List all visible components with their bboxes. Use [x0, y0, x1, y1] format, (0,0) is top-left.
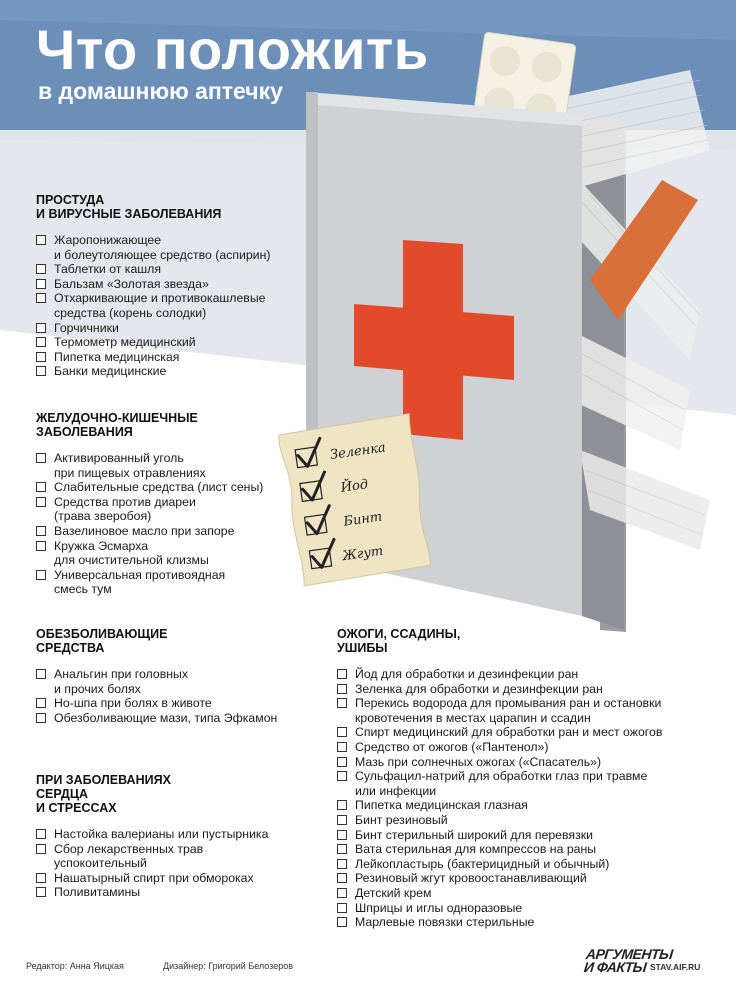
checkbox-icon: [36, 873, 46, 883]
checklist-item: Лейкопластырь (бактерицидный и обычный): [337, 857, 662, 872]
checkbox-icon: [337, 873, 347, 883]
checkbox-icon: [337, 917, 347, 927]
checkbox-icon: [337, 903, 347, 913]
checklist-item: Йод для обработки и дезинфекции ран: [337, 667, 662, 682]
checkbox-icon: [36, 669, 46, 679]
section-cold-and-flu: [36, 193, 270, 379]
checkbox-icon: [337, 859, 347, 869]
checkbox-icon: [337, 727, 347, 737]
checkbox-icon: [337, 830, 347, 840]
section-heart-and-stress: [36, 773, 268, 900]
checkbox-icon: [36, 698, 46, 708]
checklist: [36, 667, 277, 725]
checkbox-icon: [337, 800, 347, 810]
section-title: ПРОСТУДА И ВИРУСНЫЕ ЗАБОЛЕВАНИЯ: [36, 193, 222, 221]
checklist-item: Кружка Эсмарха для очистительной клизмы: [36, 539, 263, 568]
checkbox-icon: [36, 337, 46, 347]
note-item-zhgut: Жгут: [341, 543, 385, 565]
checklist-item: Сбор лекарственных трав успокоительный: [36, 842, 268, 871]
designer-credit: Дизайнер: Григорий Белозеров: [163, 961, 294, 971]
checkbox-icon: [36, 844, 46, 854]
checklist-item: Термометр медицинский: [36, 335, 270, 350]
checkbox-icon: [36, 264, 46, 274]
checklist-item: Обезболивающие мази, типа Эфкамон: [36, 711, 277, 726]
checkbox-icon: [337, 757, 347, 767]
checkbox-icon: [337, 669, 347, 679]
logo-line-1: АРГУМЕНТЫ: [585, 946, 674, 962]
checklist-item: Пипетка медицинская глазная: [337, 798, 662, 813]
checklist-item: Средство от ожогов («Пантенол»): [337, 740, 662, 755]
checkbox-icon: [36, 323, 46, 333]
checklist-item: Но-шпа при болях в животе: [36, 696, 277, 711]
checkbox-icon: [36, 887, 46, 897]
note-item-zelenka: Зеленка: [329, 440, 387, 463]
checkbox-icon: [36, 829, 46, 839]
aif-logo: [584, 946, 709, 976]
checkbox-icon: [36, 235, 46, 245]
checkbox-icon: [36, 570, 46, 580]
page-subtitle: в домашнюю аптечку: [38, 78, 283, 104]
checkbox-icon: [337, 742, 347, 752]
note-item-iod: Йод: [339, 477, 370, 496]
checkbox-icon: [36, 526, 46, 536]
checklist-item: Жаропонижающее и болеутоляющее средство (аспирин): [36, 233, 270, 262]
checkbox-icon: [36, 482, 46, 492]
checklist-item: Отхаркивающие и противокашлевые средства (корень солодки): [36, 291, 270, 320]
checkbox-icon: [36, 713, 46, 723]
checklist: [36, 451, 263, 597]
section-title: ОЖОГИ, ССАДИНЫ, УШИБЫ: [337, 627, 461, 655]
section-gastrointestinal: [36, 411, 263, 597]
checklist-item: Бальзам «Золотая звезда»: [36, 277, 270, 292]
checkbox-icon: [36, 453, 46, 463]
checkbox-icon: [337, 815, 347, 825]
checklist-item: Резиновый жгут кровоостанавливающий: [337, 871, 662, 886]
checklist-item: Таблетки от кашля: [36, 262, 270, 277]
checkbox-icon: [337, 684, 347, 694]
editor-credit: Редактор: Анна Яицкая: [26, 961, 124, 971]
checklist-item: Анальгин при головных и прочих болях: [36, 667, 277, 696]
section-title: ПРИ ЗАБОЛЕВАНИЯХ СЕРДЦА И СТРЕССАХ: [36, 773, 171, 815]
checklist-item: Нашатырный спирт при обмороках: [36, 871, 268, 886]
section-title: ЖЕЛУДОЧНО-КИШЕЧНЫЕ ЗАБОЛЕВАНИЯ: [36, 411, 198, 439]
checklist: [36, 827, 268, 900]
checklist-item: Банки медицинские: [36, 364, 270, 379]
page-title: Что положить: [36, 18, 429, 81]
checklist-item: Зеленка для обработки и дезинфекции ран: [337, 682, 662, 697]
section-burns-and-wounds: [337, 627, 662, 930]
checklist-item: Сульфацил-натрий для обработки глаз при травме или инфекции: [337, 769, 662, 798]
checklist: [337, 667, 662, 930]
note-item-bint: Бинт: [342, 509, 384, 530]
checklist-item: Бинт стерильный широкий для перевязки: [337, 828, 662, 843]
checkbox-icon: [337, 844, 347, 854]
checklist-note: [278, 414, 432, 587]
checkbox-icon: [337, 698, 347, 708]
checklist-item: Шприцы и иглы одноразовые: [337, 901, 662, 916]
checklist-item: Вата стерильная для компрессов на раны: [337, 842, 662, 857]
checklist-item: Спирт медицинский для обработки ран и мест ожогов: [337, 725, 662, 740]
checklist-item: Слабительные средства (лист сены): [36, 480, 263, 495]
checkbox-icon: [36, 497, 46, 507]
logo-line-2: И ФАКТЫ: [583, 959, 648, 975]
first-aid-box-illustration: [270, 30, 736, 650]
checkbox-icon: [36, 279, 46, 289]
checklist-item: Универсальная противоядная смесь тум: [36, 568, 263, 597]
checklist-item: Средства против диареи (трава зверобоя): [36, 495, 263, 524]
checklist-item: Активированный уголь при пищевых отравлениях: [36, 451, 263, 480]
checklist-item: Марлевые повязки стерильные: [337, 915, 662, 930]
checkbox-icon: [337, 888, 347, 898]
checklist-item: Пипетка медицинская: [36, 350, 270, 365]
checkbox-icon: [337, 771, 347, 781]
checkbox-icon: [36, 541, 46, 551]
checklist: [36, 233, 270, 379]
section-title: ОБЕЗБОЛИВАЮЩИЕ СРЕДСТВА: [36, 627, 168, 655]
checklist-item: Мазь при солнечных ожогах («Спасатель»): [337, 755, 662, 770]
checklist-item: Вазелиновое масло при запоре: [36, 524, 263, 539]
checklist-item: Детский крем: [337, 886, 662, 901]
checkbox-icon: [36, 293, 46, 303]
checklist-item: Поливитамины: [36, 885, 268, 900]
checkbox-icon: [36, 352, 46, 362]
section-pain-relief: [36, 627, 277, 725]
checklist-item: Горчичники: [36, 321, 270, 336]
checklist-item: Настойка валерианы или пустырника: [36, 827, 268, 842]
checkbox-icon: [36, 366, 46, 376]
logo-site: STAV.AIF.RU: [650, 962, 701, 972]
checklist-item: Бинт резиновый: [337, 813, 662, 828]
checklist-item: Перекись водорода для промывания ран и остановки кровотечения в местах царапин и ссадин: [337, 696, 662, 725]
